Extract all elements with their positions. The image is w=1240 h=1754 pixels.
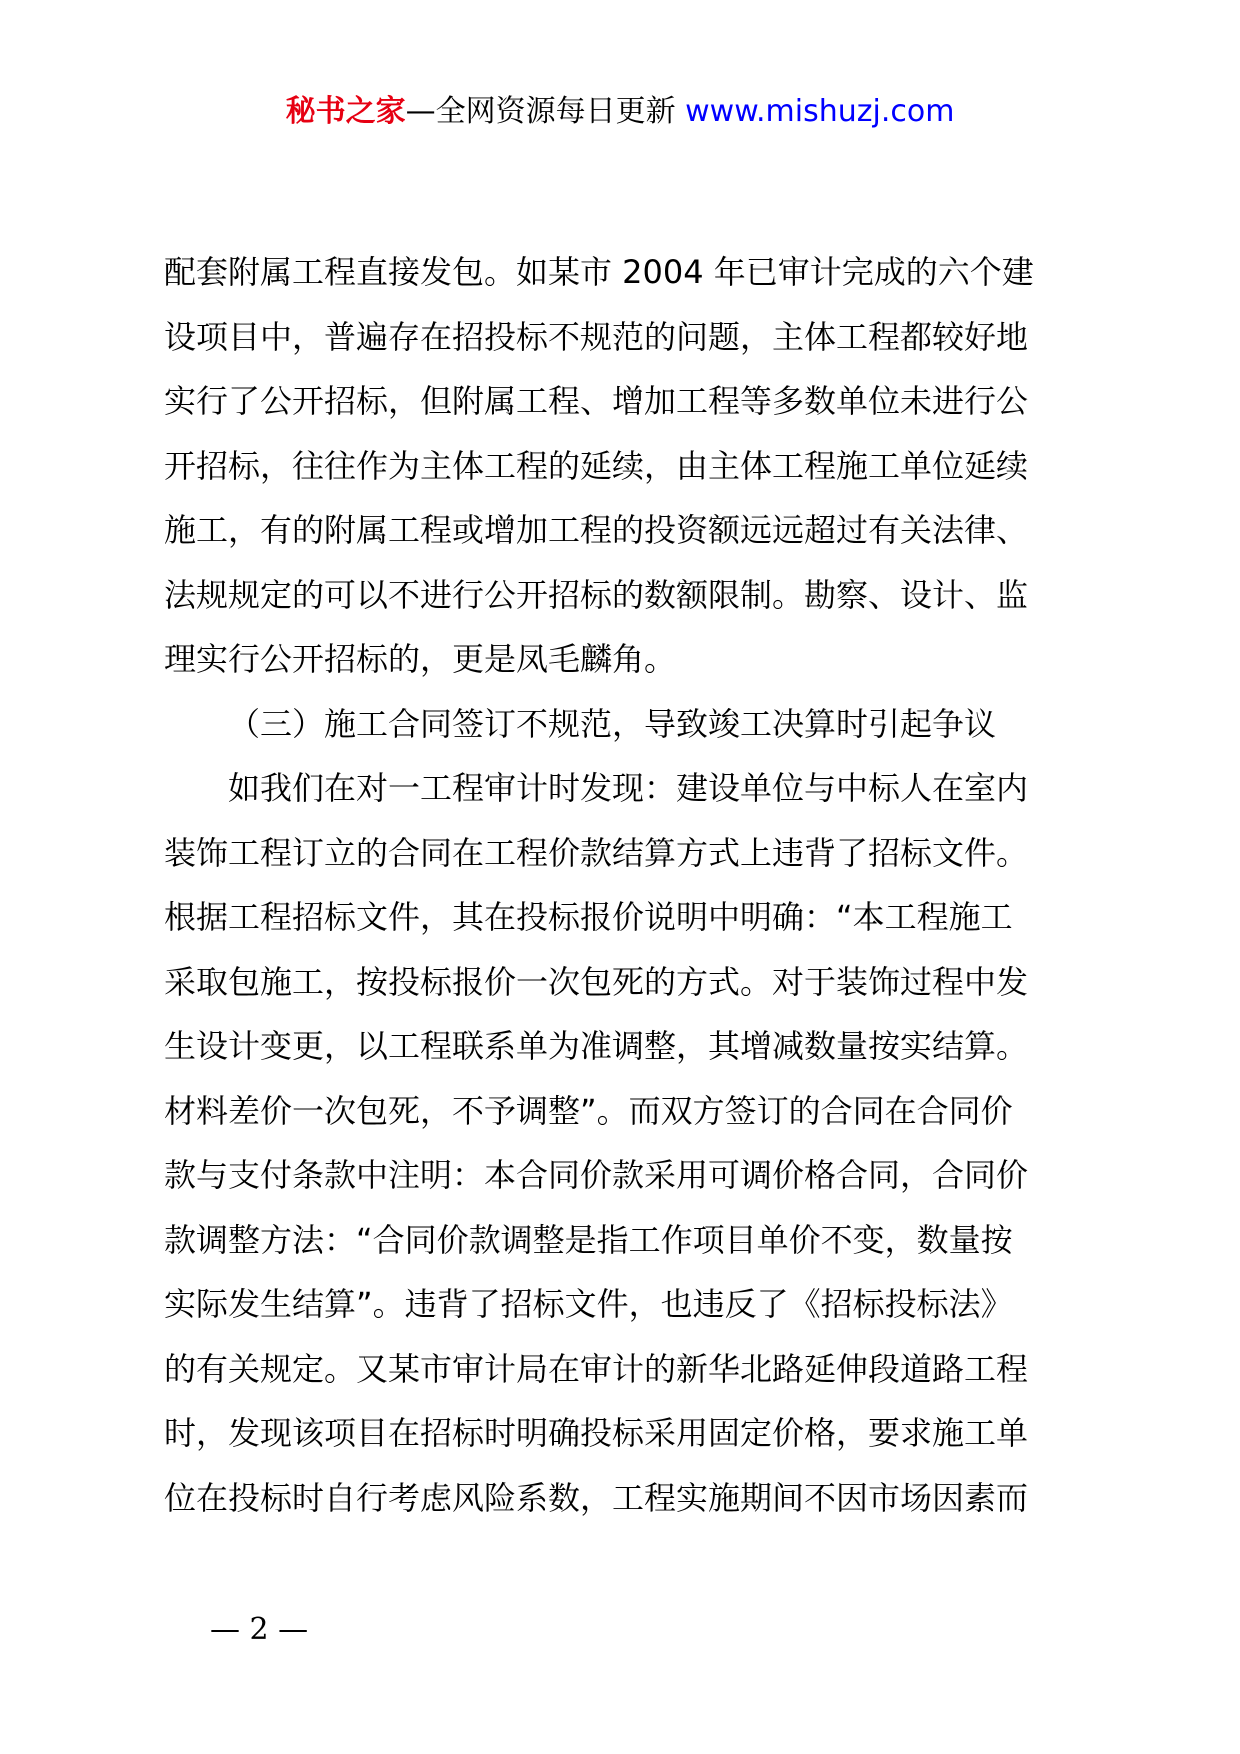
body-line: 实际发生结算”。违背了招标文件，也违反了《招标投标法》 xyxy=(164,1285,1013,1323)
page-number: — 2 — xyxy=(210,1612,309,1647)
section-heading: （三）施工合同签订不规范，导致竣工决算时引起争议 xyxy=(228,704,997,743)
body-line: 实行了公开招标，但附属工程、增加工程等多数单位未进行公 xyxy=(164,382,1029,420)
body-line: 根据工程招标文件，其在投标报价说明中明确：“本工程施工 xyxy=(164,898,1013,936)
body-line: 理实行公开招标的，更是凤毛麟角。 xyxy=(164,640,677,678)
body-line: 款调整方法：“合同价款调整是指工作项目单价不变，数量按 xyxy=(164,1220,1013,1259)
body-line: 采取包施工，按投标报价一次包死的方式。对于装饰过程中发 xyxy=(164,962,1029,1001)
site-tagline: —全网资源每日更新 xyxy=(405,94,686,129)
site-header xyxy=(0,92,1240,132)
body-line: 位在投标时自行考虑风险系数，工程实施期间不因市场因素而 xyxy=(164,1478,1029,1517)
body-line: 配套附属工程直接发包。如某市 2004 年已审计完成的六个建 xyxy=(164,253,1034,291)
body-line: 生设计变更，以工程联系单为准调整，其增减数量按实结算。 xyxy=(164,1027,1029,1065)
body-line: 施工，有的附属工程或增加工程的投资额远远超过有关法律、 xyxy=(164,511,1029,549)
site-url-link[interactable]: www.mishuzj.com xyxy=(685,94,955,129)
body-line: 款与支付条款中注明：本合同价款采用可调价格合同，合同价 xyxy=(164,1156,1029,1194)
body-line: 法规规定的可以不进行公开招标的数额限制。勘察、设计、监 xyxy=(164,575,1029,614)
body-line: 如我们在对一工程审计时发现：建设单位与中标人在室内 xyxy=(228,769,1029,807)
body-line: 装饰工程订立的合同在工程价款结算方式上违背了招标文件。 xyxy=(164,833,1029,872)
document-body xyxy=(164,240,1094,1530)
site-brand: 秘书之家 xyxy=(285,94,406,129)
body-line: 的有关规定。又某市审计局在审计的新华北路延伸段道路工程 xyxy=(164,1349,1029,1388)
body-line: 设项目中，普遍存在招投标不规范的问题，主体工程都较好地 xyxy=(164,317,1029,356)
body-line: 开招标，往往作为主体工程的延续，由主体工程施工单位延续 xyxy=(164,446,1029,485)
body-line: 材料差价一次包死，不予调整”。而双方签订的合同在合同价 xyxy=(164,1091,1013,1130)
body-line: 时，发现该项目在招标时明确投标采用固定价格，要求施工单 xyxy=(164,1414,1029,1452)
